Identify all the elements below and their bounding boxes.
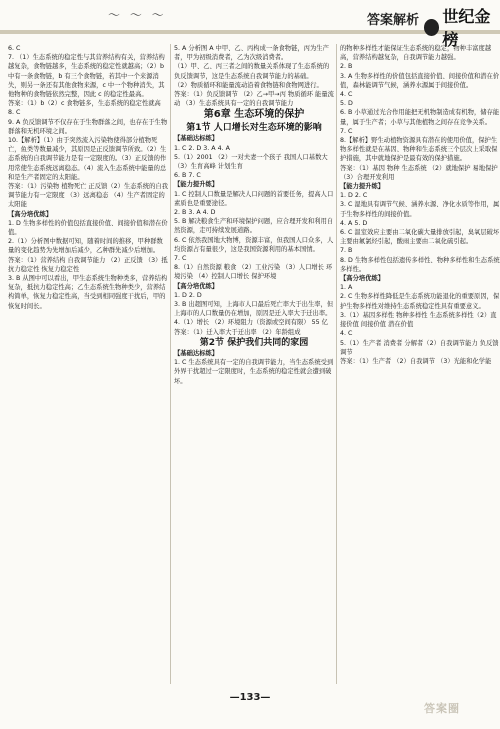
- watermark-logo: 答案圈: [424, 702, 460, 715]
- answer-line: 3.（1）基因多样性 物种多样性 生态系统多样性（2）直接价值 间接价值 潜在价值: [340, 311, 497, 329]
- column-divider: [170, 44, 171, 684]
- answer-line: 4.（1）增长 （2）环境阻力（资源或空间有限） 55 亿: [174, 319, 328, 327]
- answer-line: 7. （1）生态系统的稳定性与其营养结构有关，营养结构越复杂，食物链越多，生态系统的稳定性就越高；（2）b 中有一条食物链，b 有三个食物链，若其中一个来源消失，则另一条还有其他食物来源，c 中一个物种消失，其他物种的食物链依然完整，因此 c 的稳定性最高。: [8, 54, 165, 99]
- answer-column-1: [8, 44, 168, 684]
- answer-column-2: [174, 44, 334, 684]
- answer-line: 答案：（1）负反馈调节 （2）乙→甲→丙 物质循环 能量流动 （3）生态系统具有一定的自我调节能力: [174, 91, 334, 108]
- answer-line: 1. D 2. D: [174, 291, 202, 299]
- answer-line: 6. C: [8, 45, 21, 52]
- answer-line: （1）甲、乙、丙三者之间的数量关系体现了生态系统的负反馈调节，这是生态系统自我调节能力的基础。: [174, 63, 330, 80]
- exercise-heading: 【高分培优练】: [8, 210, 53, 218]
- answer-line: 2.（1）分析图中数据可知，随着时间的推移，甲种群数量的变化趋势为先增加后减少，乙种群先减少后增加。: [8, 238, 163, 255]
- answer-line: 6. B 7. C: [174, 172, 201, 180]
- answer-line: 答案：（1）营养结构 自我调节能力 （2）正反馈 （3）抵抗力稳定性 恢复力稳定性: [8, 256, 168, 273]
- answer-line: 答案：（1）生产者 （2）自我调节 （3）光能和化学能: [340, 357, 492, 365]
- section-title: 第2节 保护我们共同的家园: [199, 337, 309, 348]
- answer-line: 的物种多样性才能保证生态系统的稳定，物种丰富度越高，营养结构越复杂，自我调节能力越强。: [340, 45, 492, 62]
- section-label: 答案解析: [367, 13, 420, 28]
- brand-name: 世纪金榜: [442, 7, 491, 49]
- exercise-heading: 【高分培优练】: [174, 282, 219, 290]
- exercise-heading: 【能力提升练】: [174, 181, 219, 189]
- answer-line: 8. C: [8, 109, 21, 117]
- answer-line: 10.【解析】（1）由于突然流入污染物使得部分植物死亡，鱼类等数量减少，其原因是正反馈调节所致。（2）生态系统的自我调节能力是有一定限度的。（3）正反馈的作用常使生态系统远离稳态。（4）流入生态系统中能量的总和是生产者固定的太阳能。: [8, 137, 167, 181]
- answer-line: （2）物质循环和能量流动沿着食物链和食物网进行。: [174, 81, 323, 89]
- exercise-heading: 【基础达标练】: [174, 349, 219, 357]
- answer-line: 2. C 生物多样性降低是生态系统功能退化的重要原因，保护生物多样性对维持生态系统稳定性具有重要意义。: [340, 293, 500, 310]
- section-title: 第1节 人口增长对生态环境的影响: [186, 123, 322, 134]
- answer-line: 6. C 温室效应主要由二氧化碳大量排放引起，臭氧层破坏主要由氟氯烃引起，酸雨主要由二氧化硫引起。: [340, 229, 500, 246]
- answer-line: 5. A 分析图 A 中甲、乙、丙构成一条食物链，丙为生产者，甲为初级消费者，乙为次级消费者。: [174, 45, 329, 62]
- answer-line: 8.【解析】野生动植物资源具有潜在的使用价值，保护生物多样性就是在基因、物种和生态系统三个层次上采取保护措施，其中就地保护是最有效的保护措施。: [340, 137, 498, 163]
- answer-line: 2. B 3. A 4. D: [174, 209, 216, 217]
- answer-line: 1. C 2. D 3. A 4. A: [174, 144, 230, 152]
- answer-line: 4. C: [340, 91, 353, 99]
- answer-line: 3. B 出超图可知，上海市人口最后死亡率大于出生率，但上海市的人口数量仍在增加，原因是迁入率大于迁出率。: [174, 301, 334, 318]
- answer-line: 6. B 小草通过光合作用能把无机物制造成有机物，储存能量，属于生产者；小草与其他植物之间存在竞争关系。: [340, 109, 500, 126]
- answer-line: 8. D 生物多样性包括遗传多样性、物种多样性和生态系统多样性。: [340, 256, 500, 273]
- exercise-heading: 【能力提升练】: [340, 183, 385, 191]
- answer-line: 7. B: [340, 247, 353, 255]
- chapter-title: 第6章 生态环境的保护: [203, 109, 305, 121]
- column-divider: [336, 44, 337, 684]
- answer-line: 答案：（1）迁入率大于迁出率 （2）年龄组成: [174, 328, 301, 336]
- birds-icon: 〜 〜 〜: [108, 8, 167, 22]
- answer-line: 4. A 5. D: [340, 219, 368, 227]
- answer-line: 1. D 2. C: [340, 192, 368, 200]
- answer-line: 9. A 负反馈调节不仅存在于生物群落之间，也存在于生物群落和无机环境之间。: [8, 118, 168, 135]
- exercise-heading: 【基础达标练】: [174, 135, 219, 143]
- answer-column-3: [340, 44, 500, 684]
- exercise-heading: 【高分培优练】: [340, 275, 385, 283]
- answer-line: 1. D 生物多样性的价值包括直接价值、间接价值和潜在价值。: [8, 219, 168, 237]
- answer-line: 7. C: [340, 127, 353, 135]
- answer-line: 5. D: [340, 100, 353, 108]
- answer-line: 答案：（1）b（2）c 食物链多，生态系统的稳定性就高: [8, 100, 161, 108]
- answer-line: 3. B 从图中可以看出，甲生态系统生物种类多，营养结构复杂，抵抗力稳定性高；乙生态系统生物种类少，营养结构简单，恢复力稳定性高，当受到相同强度干扰后，甲的恢复时间长。: [8, 275, 168, 310]
- answer-line: 答案：（1）基因 物种 生态系统 （2）就地保护 易地保护 （3）合理开发利用: [340, 164, 498, 181]
- answer-line: 1. C 控制人口数量是解决人口问题的首要任务，提高人口素质也是重要途径。: [174, 190, 334, 207]
- answer-line: 7. C: [174, 255, 187, 263]
- globe-icon: [424, 19, 439, 36]
- page-number: —133—: [229, 692, 271, 703]
- answer-line: 1. C 生态系统具有一定的自我调节能力，当生态系统受到外界干扰超过一定限度时，生态系统的稳定性就会遭到破坏。: [174, 359, 334, 385]
- answer-line: 2. B: [340, 63, 353, 71]
- answer-line: 5. B 解决粮食生产和环境保护问题，应合理开发和利用自然资源，走可持续发展道路。: [174, 218, 334, 235]
- answer-line: 答案：（1）污染物 植物死亡 正反馈（2）生态系统的自我调节能力有一定限度 （3）远离稳态 （4）生产者固定的太阳能: [8, 183, 168, 209]
- answer-line: 1. A: [340, 284, 353, 292]
- answer-line: 5.（1）2001 （2）一对夫妻一个孩子 我国人口基数大 （3）生育高峰 计划生育: [174, 153, 328, 171]
- answer-line: 3. A 生物多样性的价值包括直接价值、间接价值和潜在价值，森林能调节气候，涵养水源属于间接价值。: [340, 72, 500, 89]
- answer-line: 5.（1）生产者 消费者 分解者（2）自我调节能力 负反馈调节: [340, 339, 499, 356]
- answer-line: 6. C 依然我国地大物博，资源丰富，但我国人口众多，人均资源占有量很少，这是我国资源利用的基本国情。: [174, 236, 334, 253]
- answer-line: 3. C 湿地具有调节气候、涵养水源、净化水质等作用，属于生物多样性的间接价值。: [340, 201, 500, 218]
- answer-line: 4. C: [340, 330, 353, 338]
- answer-line: 8.（1）自然资源 粮食 （2）工业污染 （3）人口增长 环境污染 （4）控制人口增长 保护环境: [174, 264, 333, 281]
